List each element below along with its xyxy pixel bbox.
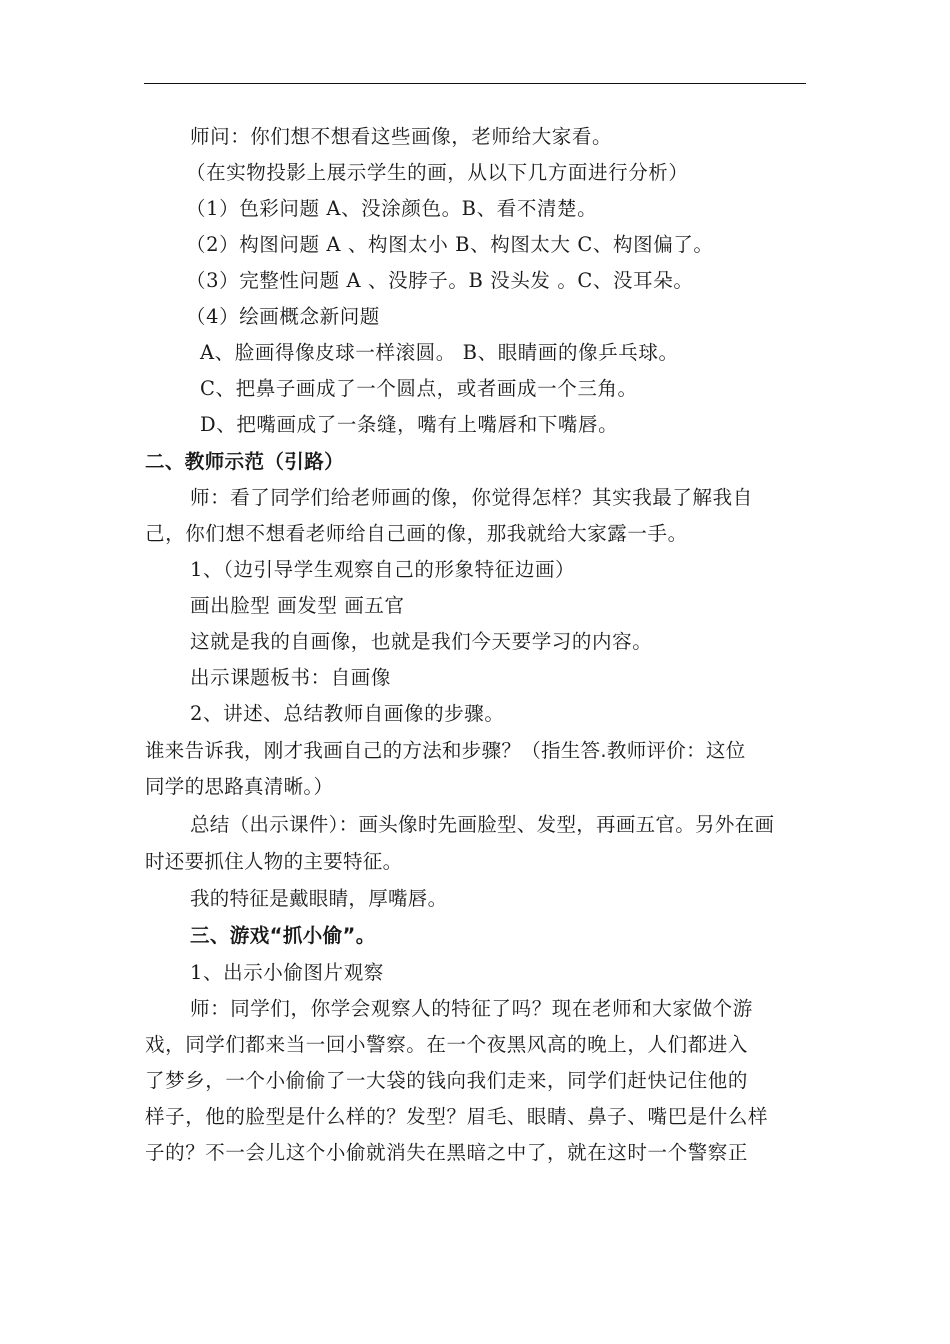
text-line: 时还要抓住人物的主要特征。	[145, 850, 403, 873]
text-line: 总结（出示课件）：画头像时先画脸型、发型，再画五官。另外在画	[190, 813, 775, 836]
text-line: 2、讲述、总结教师自画像的步骤。	[190, 702, 505, 725]
text-line: 画出脸型 画发型 画五官	[190, 594, 405, 617]
text-line: （1）色彩问题 A、没涂颜色。B、看不清楚。	[186, 197, 598, 220]
text-line: 了梦乡，一个小偷偷了一大袋的钱向我们走来，同学们赶快记住他的	[145, 1069, 749, 1092]
text-line: （2）构图问题 A 、构图太小 B、构图太大 C、构图偏了。	[186, 233, 714, 256]
text-line: 这就是我的自画像，也就是我们今天要学习的内容。	[190, 630, 653, 653]
text-line: 样子，他的脸型是什么样的？发型？眉毛、眼睛、鼻子、嘴巴是什么样	[145, 1105, 769, 1128]
text-line: （4）绘画概念新问题	[186, 305, 380, 328]
text-line: 戏，同学们都来当一回小警察。在一个夜黑风高的晚上，人们都进入	[145, 1033, 749, 1056]
text-line: A、脸画得像皮球一样滚圆。 B、眼睛画的像乒乓球。	[200, 341, 679, 364]
text-line: 师：看了同学们给老师画的像，你觉得怎样？其实我最了解我自	[190, 486, 753, 509]
text-line: 师问：你们想不想看这些画像，老师给大家看。	[190, 125, 613, 148]
section-heading: 二、教师示范（引路）	[145, 450, 345, 473]
text-line: 同学的思路真清晰。）	[145, 775, 334, 798]
text-line: D、把嘴画成了一条缝，嘴有上嘴唇和下嘴唇。	[200, 413, 619, 436]
section-heading: 三、游戏“抓小偷”。	[190, 924, 376, 947]
text-line: （3）完整性问题 A 、没脖子。B 没头发 。C、没耳朵。	[186, 269, 694, 292]
text-line: （在实物投影上展示学生的画，从以下几方面进行分析）	[186, 161, 689, 184]
text-line: 谁来告诉我，刚才我画自己的方法和步骤？（指生答.教师评价：这位	[145, 739, 746, 762]
text-line: 己，你们想不想看老师给自己画的像，那我就给大家露一手。	[145, 522, 688, 545]
text-line: 子的？不一会儿这个小偷就消失在黑暗之中了，就在这时一个警察正	[145, 1141, 749, 1164]
text-line: 1、（边引导学生观察自己的形象特征边画）	[190, 558, 576, 581]
text-line: 1、出示小偷图片观察	[190, 961, 384, 984]
text-line: 师：同学们，你学会观察人的特征了吗？现在老师和大家做个游	[190, 997, 753, 1020]
text-line: C、把鼻子画成了一个圆点，或者画成一个三角。	[200, 377, 638, 400]
text-line: 我的特征是戴眼睛，厚嘴唇。	[190, 887, 448, 910]
header-rule	[144, 83, 806, 84]
text-line: 出示课题板书：自画像	[190, 666, 392, 689]
